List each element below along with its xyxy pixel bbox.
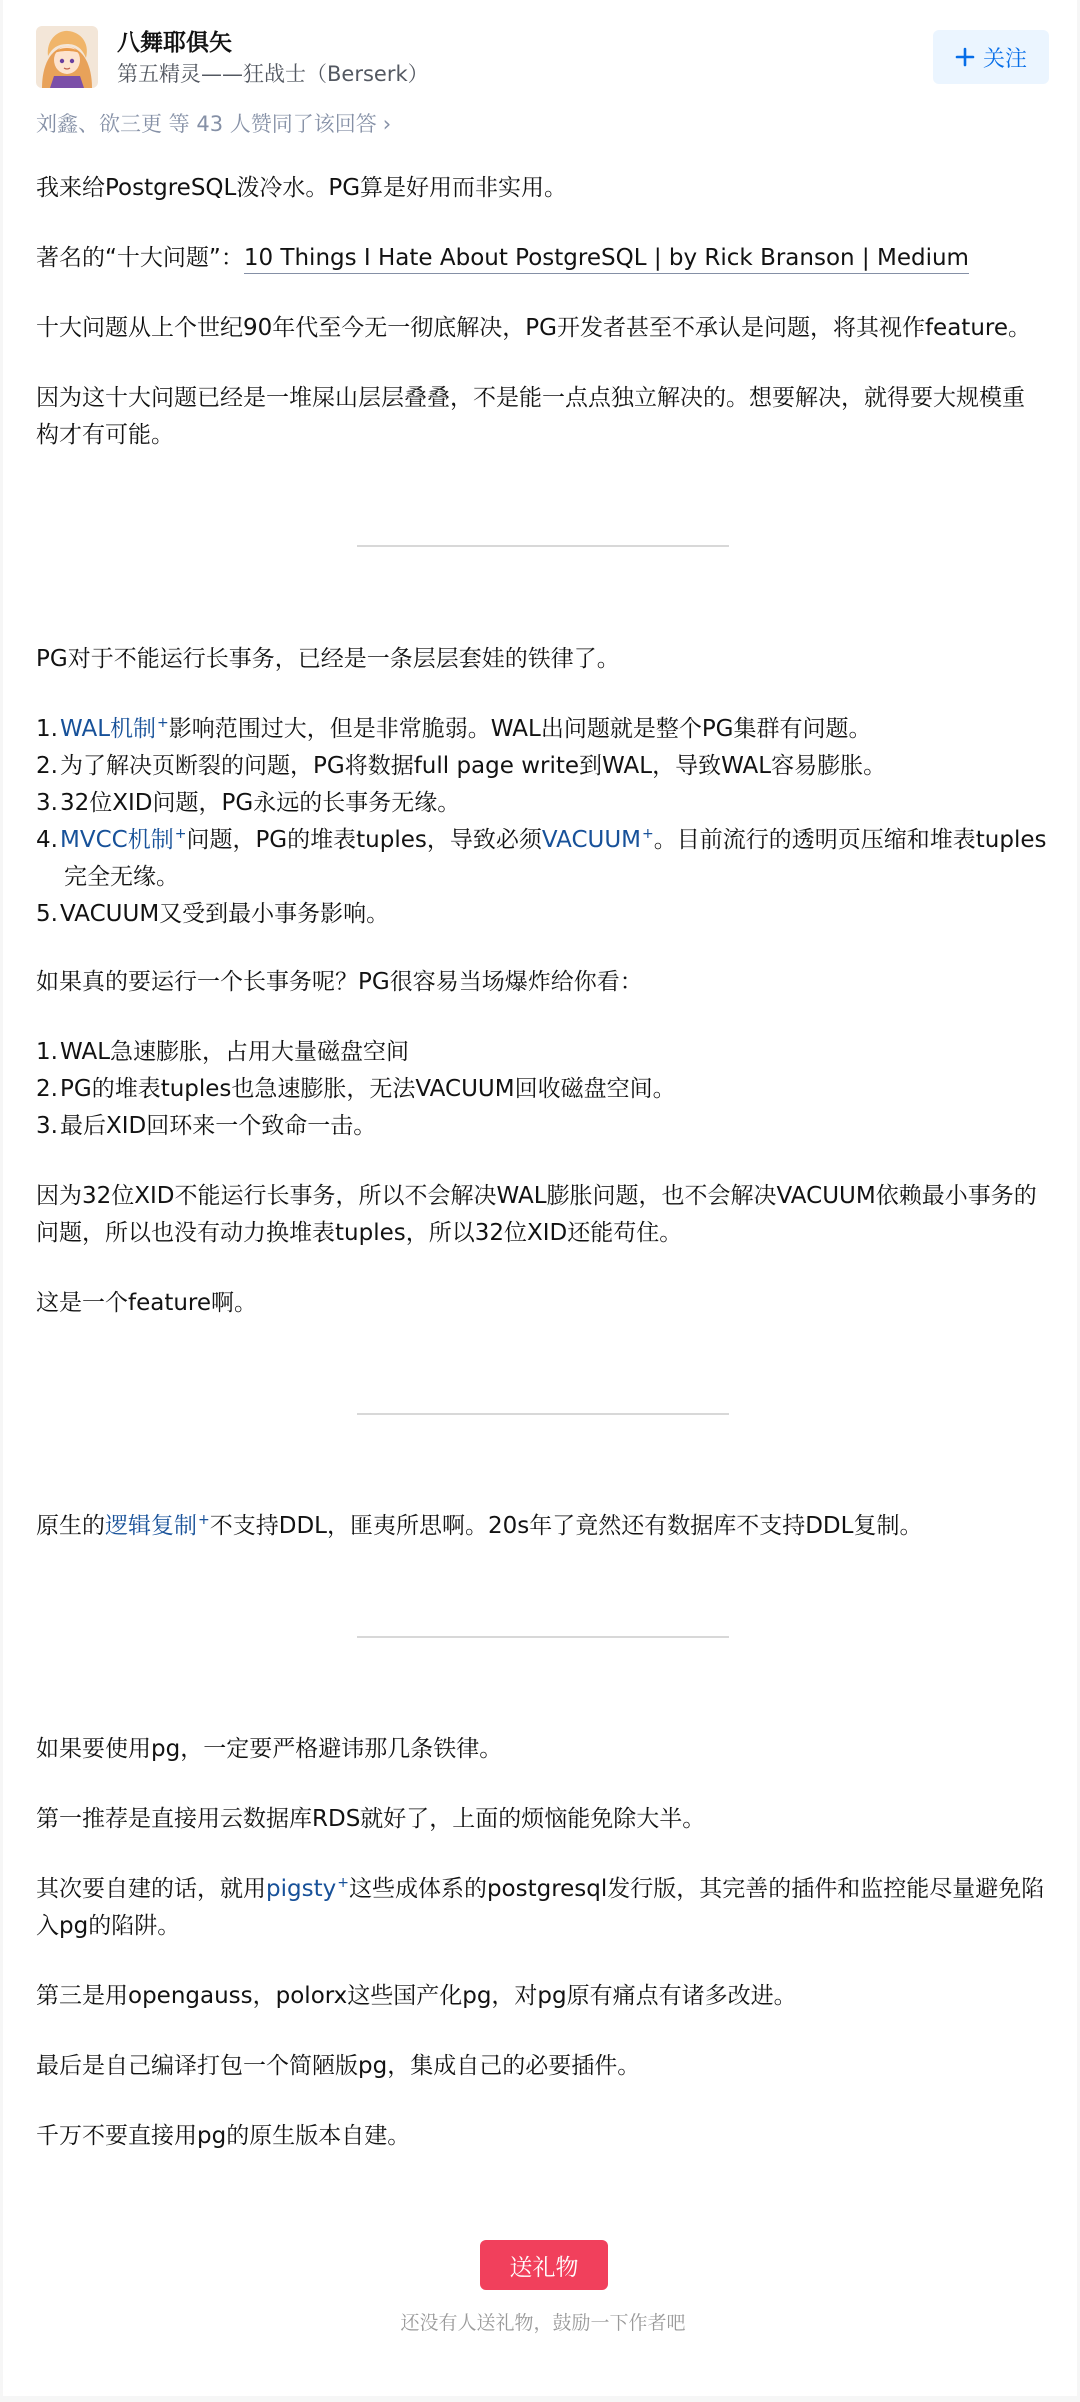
send-gift-label: 送礼物 <box>509 2254 579 2281</box>
paragraph: PG对于不能运行长事务，已经是一条层层套娃的铁律了。 <box>36 646 620 672</box>
voters-text: 刘鑫、欲三更 等 43 人赞同了该回答 <box>36 112 377 136</box>
divider <box>357 1413 729 1415</box>
follow-button[interactable] <box>933 30 1049 84</box>
paragraph <box>36 1871 1046 1908</box>
send-gift-button[interactable] <box>480 2240 608 2290</box>
list-number: 4. <box>36 827 58 853</box>
paragraph-continued: 构才有可能。 <box>36 422 174 448</box>
paragraph: 因为32位XID不能运行长事务，所以不会解决WAL膨胀问题，也不会解决VACUUM依赖最小事务的 <box>36 1183 1037 1209</box>
paragraph: 十大问题从上个世纪90年代至今无一彻底解决，PG开发者甚至不承认是问题，将其视作feature。 <box>36 315 1031 341</box>
keyword-link[interactable] <box>60 716 169 742</box>
paragraph <box>36 240 1046 277</box>
list-text: 。目前流行的透明页压缩和堆表tuples <box>653 827 1047 853</box>
keyword-link[interactable] <box>542 827 654 853</box>
paragraph: 如果要使用pg，一定要严格避讳那几条铁律。 <box>36 1736 503 1762</box>
list-text: 最后XID回环来一个致命一击。 <box>60 1113 377 1139</box>
list-text: PG的堆表tuples也急速膨胀，无法VACUUM回收磁盘空间。 <box>60 1076 676 1102</box>
keyword-text: WAL机制 <box>60 716 157 742</box>
keyword-mark: + <box>337 1875 349 1892</box>
keyword-mark: + <box>198 1512 210 1529</box>
keyword-link[interactable] <box>266 1876 349 1902</box>
list-number: 2. <box>36 1076 58 1102</box>
paragraph-text: 其次要自建的话，就用 <box>36 1876 266 1902</box>
divider <box>357 1636 729 1638</box>
list-number: 1. <box>36 716 58 742</box>
keyword-mark: + <box>642 826 654 843</box>
paragraph-text: 不支持DDL，匪夷所思啊。20s年了竟然还有数据库不支持DDL复制。 <box>209 1513 923 1539</box>
keyword-mark: + <box>174 826 187 843</box>
paragraph-continued: 入pg的陷阱。 <box>36 1913 181 1939</box>
paragraph: 第三是用opengauss，polorx这些国产化pg，对pg原有痛点有诸多改进。 <box>36 1983 797 2009</box>
follow-label: 关注 <box>982 46 1027 72</box>
keyword-text: pigsty <box>266 1876 337 1902</box>
answer-card <box>3 0 1077 2396</box>
list-item <box>36 1034 409 1071</box>
chevron-right-icon: › <box>382 112 392 136</box>
avatar[interactable] <box>36 26 98 88</box>
list-text: VACUUM又受到最小事务影响。 <box>60 901 390 927</box>
author-name[interactable]: 八舞耶俱矢 <box>117 30 232 56</box>
list-text: 为了解决页断裂的问题，PG将数据full page write到WAL，导致WAL容易膨胀。 <box>60 753 887 779</box>
article-link[interactable]: 10 Things I Hate About PostgreSQL | by Rick Branson | Medium <box>244 245 969 274</box>
paragraph-text: 著名的“十大问题”： <box>36 245 244 271</box>
paragraph <box>36 1508 1046 1545</box>
list-item <box>36 896 389 933</box>
list-item <box>36 1071 676 1108</box>
list-item <box>36 1108 376 1145</box>
list-item <box>36 785 460 822</box>
keyword-text: VACUUM <box>541 827 642 853</box>
anime-avatar-icon <box>36 26 98 88</box>
paragraph: 第一推荐是直接用云数据库RDS就好了，上面的烦恼能免除大半。 <box>36 1806 706 1832</box>
list-number: 1. <box>36 1039 58 1065</box>
paragraph-text: 原生的 <box>36 1513 105 1539</box>
paragraph: 我来给PostgreSQL泼冷水。PG算是好用而非实用。 <box>36 175 568 201</box>
keyword-mark: + <box>157 715 169 732</box>
list-number: 5. <box>36 901 58 927</box>
list-text: 32位XID问题，PG永远的长事务无缘。 <box>60 790 461 816</box>
paragraph: 最后是自己编译打包一个简陋版pg，集成自己的必要插件。 <box>36 2053 641 2079</box>
list-item <box>36 822 1046 859</box>
paragraph-text: 这些成体系的postgresql发行版，其完善的插件和监控能尽量避免陷 <box>348 1876 1045 1902</box>
paragraph: 如果真的要运行一个长事务呢？PG很容易当场爆炸给你看： <box>36 969 643 995</box>
list-text: WAL急速膨胀，占用大量磁盘空间 <box>60 1039 410 1065</box>
keyword-text: 逻辑复制 <box>105 1513 197 1539</box>
gift-hint: 还没有人送礼物，鼓励一下作者吧 <box>400 2312 686 2334</box>
keyword-text: MVCC机制 <box>60 827 174 853</box>
keyword-link[interactable] <box>60 827 186 853</box>
list-item-continued: 完全无缘。 <box>64 864 179 890</box>
list-number: 3. <box>36 790 58 816</box>
list-text: 影响范围过大，但是非常脆弱。WAL出问题就是整个PG集群有问题。 <box>168 716 872 742</box>
list-item <box>36 748 886 785</box>
paragraph: 因为这十大问题已经是一堆屎山层层叠叠，不是能一点点独立解决的。想要解决，就得要大规模重 <box>36 385 1025 411</box>
voters-link[interactable] <box>36 108 391 138</box>
keyword-link[interactable] <box>105 1513 210 1539</box>
paragraph: 千万不要直接用pg的原生版本自建。 <box>36 2123 411 2149</box>
list-item <box>36 711 872 748</box>
author-bio: 第五精灵——狂战士（Berserk） <box>117 62 429 86</box>
plus-icon <box>955 47 975 67</box>
list-number: 3. <box>36 1113 58 1139</box>
divider <box>357 545 729 547</box>
paragraph: 这是一个feature啊。 <box>36 1290 258 1316</box>
list-text: 问题，PG的堆表tuples，导致必须 <box>186 827 542 853</box>
list-number: 2. <box>36 753 58 779</box>
paragraph-continued: 问题，所以也没有动力换堆表tuples，所以32位XID还能苟住。 <box>36 1220 683 1246</box>
